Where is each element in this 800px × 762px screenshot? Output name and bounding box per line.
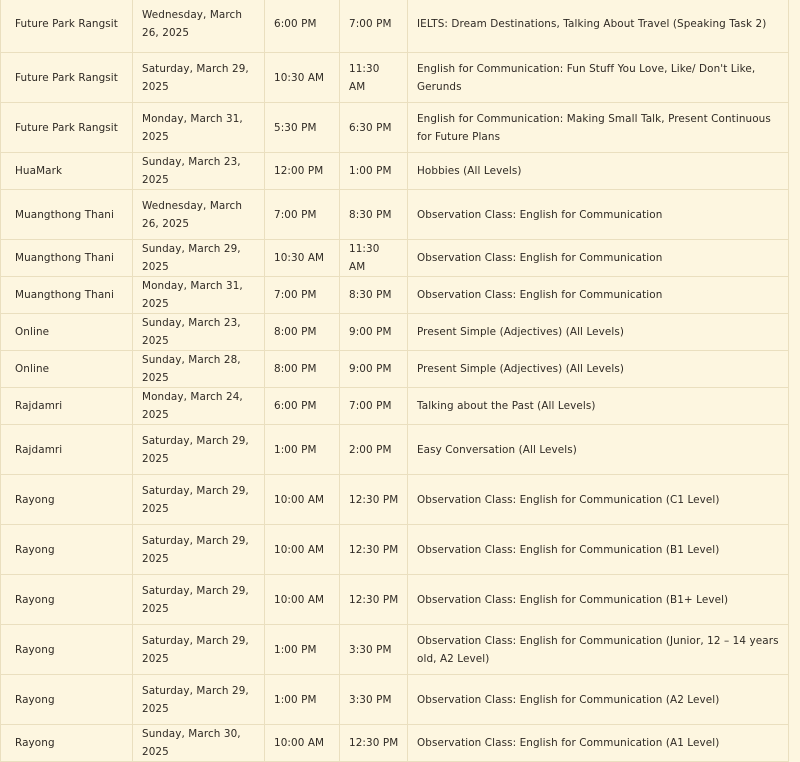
date-cell: Saturday, March 29, 2025 bbox=[133, 525, 265, 575]
start-time-cell: 7:00 PM bbox=[265, 190, 340, 240]
table-row bbox=[1, 525, 789, 575]
table-row bbox=[1, 53, 789, 103]
start-time-cell: 10:30 AM bbox=[265, 240, 340, 277]
end-time-cell: 9:00 PM bbox=[340, 314, 408, 351]
topic-cell: Observation Class: English for Communication (A1 Level) bbox=[408, 725, 789, 762]
table-row bbox=[1, 240, 789, 277]
date-cell: Wednesday, March 26, 2025 bbox=[133, 190, 265, 240]
topic-cell: Observation Class: English for Communication (Junior, 12 – 14 years old, A2 Level) bbox=[408, 625, 789, 675]
start-time-cell: 10:00 AM bbox=[265, 575, 340, 625]
table-row bbox=[1, 314, 789, 351]
start-time-cell: 5:30 PM bbox=[265, 103, 340, 153]
branch-cell: Rajdamri bbox=[1, 388, 133, 425]
schedule-table-body bbox=[1, 0, 789, 762]
end-time-cell: 6:30 PM bbox=[340, 103, 408, 153]
table-row bbox=[1, 153, 789, 190]
date-cell: Saturday, March 29, 2025 bbox=[133, 53, 265, 103]
date-cell: Monday, March 24, 2025 bbox=[133, 388, 265, 425]
branch-cell: Future Park Rangsit bbox=[1, 103, 133, 153]
topic-cell: Observation Class: English for Communication (A2 Level) bbox=[408, 675, 789, 725]
start-time-cell: 12:00 PM bbox=[265, 153, 340, 190]
topic-cell: Easy Conversation (All Levels) bbox=[408, 425, 789, 475]
table-row bbox=[1, 351, 789, 388]
start-time-cell: 10:00 AM bbox=[265, 475, 340, 525]
table-row bbox=[1, 103, 789, 153]
start-time-cell: 10:30 AM bbox=[265, 53, 340, 103]
date-cell: Saturday, March 29, 2025 bbox=[133, 475, 265, 525]
table-row bbox=[1, 190, 789, 240]
topic-cell: Observation Class: English for Communication (C1 Level) bbox=[408, 475, 789, 525]
end-time-cell: 3:30 PM bbox=[340, 675, 408, 725]
branch-cell: Rayong bbox=[1, 725, 133, 762]
end-time-cell: 7:00 PM bbox=[340, 388, 408, 425]
table-row bbox=[1, 575, 789, 625]
end-time-cell: 2:00 PM bbox=[340, 425, 408, 475]
branch-cell: Muangthong Thani bbox=[1, 277, 133, 314]
end-time-cell: 12:30 PM bbox=[340, 475, 408, 525]
date-cell: Sunday, March 23, 2025 bbox=[133, 314, 265, 351]
date-cell: Saturday, March 29, 2025 bbox=[133, 575, 265, 625]
table-row bbox=[1, 625, 789, 675]
date-cell: Sunday, March 28, 2025 bbox=[133, 351, 265, 388]
topic-cell: Present Simple (Adjectives) (All Levels) bbox=[408, 351, 789, 388]
end-time-cell: 3:30 PM bbox=[340, 625, 408, 675]
start-time-cell: 10:00 AM bbox=[265, 525, 340, 575]
start-time-cell: 6:00 PM bbox=[265, 0, 340, 53]
topic-cell: English for Communication: Fun Stuff You Love, Like/ Don't Like, Gerunds bbox=[408, 53, 789, 103]
end-time-cell: 11:30 AM bbox=[340, 240, 408, 277]
date-cell: Saturday, March 29, 2025 bbox=[133, 425, 265, 475]
table-row bbox=[1, 425, 789, 475]
end-time-cell: 8:30 PM bbox=[340, 277, 408, 314]
table-row bbox=[1, 277, 789, 314]
date-cell: Saturday, March 29, 2025 bbox=[133, 625, 265, 675]
table-row bbox=[1, 675, 789, 725]
date-cell: Saturday, March 29, 2025 bbox=[133, 675, 265, 725]
topic-cell: Observation Class: English for Communication bbox=[408, 277, 789, 314]
topic-cell: Observation Class: English for Communication (B1 Level) bbox=[408, 525, 789, 575]
date-cell: Sunday, March 30, 2025 bbox=[133, 725, 265, 762]
topic-cell: Talking about the Past (All Levels) bbox=[408, 388, 789, 425]
branch-cell: Rayong bbox=[1, 575, 133, 625]
end-time-cell: 9:00 PM bbox=[340, 351, 408, 388]
start-time-cell: 7:00 PM bbox=[265, 277, 340, 314]
branch-cell: Future Park Rangsit bbox=[1, 0, 133, 53]
start-time-cell: 6:00 PM bbox=[265, 388, 340, 425]
start-time-cell: 1:00 PM bbox=[265, 675, 340, 725]
branch-cell: Online bbox=[1, 314, 133, 351]
date-cell: Monday, March 31, 2025 bbox=[133, 277, 265, 314]
branch-cell: Muangthong Thani bbox=[1, 190, 133, 240]
start-time-cell: 8:00 PM bbox=[265, 314, 340, 351]
branch-cell: Rayong bbox=[1, 525, 133, 575]
topic-cell: Present Simple (Adjectives) (All Levels) bbox=[408, 314, 789, 351]
topic-cell: Hobbies (All Levels) bbox=[408, 153, 789, 190]
date-cell: Monday, March 31, 2025 bbox=[133, 103, 265, 153]
branch-cell: Rayong bbox=[1, 675, 133, 725]
table-row bbox=[1, 725, 789, 762]
end-time-cell: 12:30 PM bbox=[340, 725, 408, 762]
date-cell: Sunday, March 23, 2025 bbox=[133, 153, 265, 190]
topic-cell: Observation Class: English for Communication bbox=[408, 190, 789, 240]
topic-cell: English for Communication: Making Small Talk, Present Continuous for Future Plans bbox=[408, 103, 789, 153]
topic-cell: Observation Class: English for Communication (B1+ Level) bbox=[408, 575, 789, 625]
date-cell: Sunday, March 29, 2025 bbox=[133, 240, 265, 277]
branch-cell: Muangthong Thani bbox=[1, 240, 133, 277]
branch-cell: HuaMark bbox=[1, 153, 133, 190]
branch-cell: Rayong bbox=[1, 625, 133, 675]
branch-cell: Online bbox=[1, 351, 133, 388]
end-time-cell: 1:00 PM bbox=[340, 153, 408, 190]
topic-cell: IELTS: Dream Destinations, Talking About Travel (Speaking Task 2) bbox=[408, 0, 789, 53]
start-time-cell: 1:00 PM bbox=[265, 425, 340, 475]
table-row bbox=[1, 388, 789, 425]
branch-cell: Rayong bbox=[1, 475, 133, 525]
start-time-cell: 10:00 AM bbox=[265, 725, 340, 762]
table-row bbox=[1, 475, 789, 525]
end-time-cell: 12:30 PM bbox=[340, 575, 408, 625]
end-time-cell: 7:00 PM bbox=[340, 0, 408, 53]
topic-cell: Observation Class: English for Communication bbox=[408, 240, 789, 277]
date-cell: Wednesday, March 26, 2025 bbox=[133, 0, 265, 53]
end-time-cell: 12:30 PM bbox=[340, 525, 408, 575]
table-row bbox=[1, 0, 789, 53]
end-time-cell: 11:30 AM bbox=[340, 53, 408, 103]
branch-cell: Rajdamri bbox=[1, 425, 133, 475]
branch-cell: Future Park Rangsit bbox=[1, 53, 133, 103]
start-time-cell: 1:00 PM bbox=[265, 625, 340, 675]
start-time-cell: 8:00 PM bbox=[265, 351, 340, 388]
end-time-cell: 8:30 PM bbox=[340, 190, 408, 240]
